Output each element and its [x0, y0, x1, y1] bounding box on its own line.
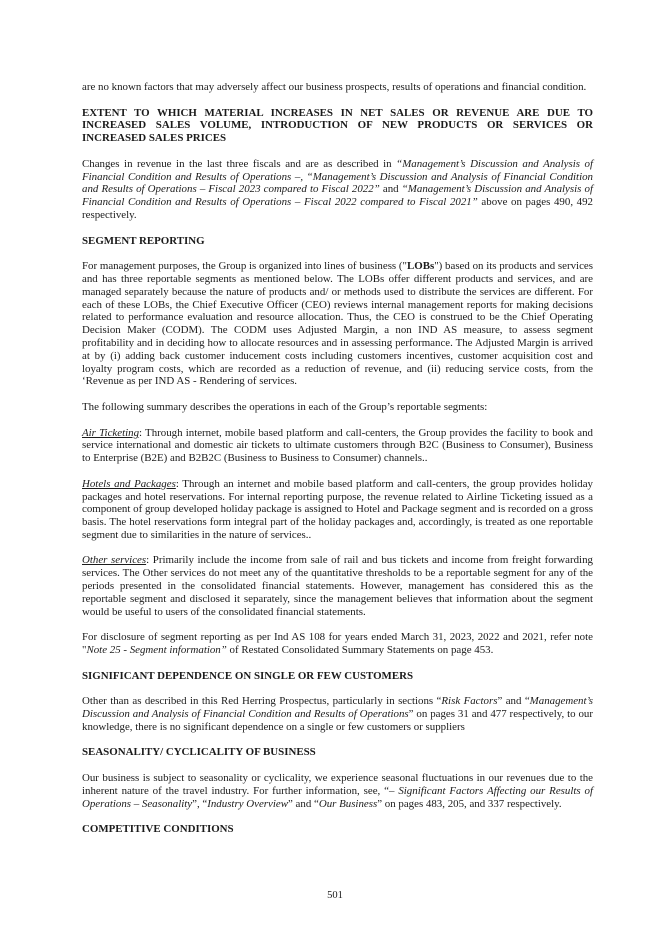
- text-segment: The following summary describes the operations in each of the Group’s reportable segments:: [82, 400, 488, 413]
- text-segment: For disclosure of segment reporting as per Ind AS 108 for years ended March 31, 2023, 2022 and 2021, refer note ": [82, 631, 593, 657]
- text-segment: Our Business: [318, 797, 378, 810]
- text-segment: : Primarily include the income from sale of rail and bus tickets and income from freight forwarding services. The Other services do not meet any of the quantitative thresholds to be a reportable segment for any of the periods presented in the consolidated financial statements. However, management has considered this as the reportable segment and disclosed it separately, since the management believes that information about the segment would be useful to users of the consolidated financial statements.: [82, 554, 593, 618]
- paragraph-segment-overview: [82, 260, 593, 388]
- text-segment: ” on pages 483, 205, and 337 respectively.: [377, 797, 562, 810]
- paragraph-hotels-and-packages: [82, 478, 593, 542]
- text-segment: above on pages 490, 492 respectively.: [82, 196, 593, 221]
- text-segment: ” on pages 31 and 477 respectively, to our knowledge, there is no significant dependence on a single or few customers or suppliers: [82, 708, 593, 733]
- text-segment: Other services: [82, 554, 147, 567]
- page-number: 501: [327, 890, 343, 901]
- text-segment: “Management’s Discussion and Analysis of Financial Condition and Results of Operations –, “Management’s Discussion and Analysis of Financial Condition and Results of Operations – Fiscal 2023 compared to Fiscal 2022”: [82, 157, 593, 196]
- document-body: [82, 81, 593, 849]
- paragraph-summary-intro: [82, 401, 593, 414]
- text-segment: Industry Overview: [207, 797, 288, 810]
- text-segment: and: [379, 183, 402, 196]
- text-segment: of Restated Consolidated Summary Statements on page 453.: [226, 644, 494, 657]
- text-segment: ” and “: [287, 797, 319, 810]
- text-segment: ”, “: [192, 797, 208, 810]
- paragraph-seasonality: [82, 772, 593, 810]
- text-segment: ” and “: [497, 695, 530, 708]
- text-segment: Air Ticketing: [82, 426, 140, 439]
- text-segment: Significant Factors Affecting our Results of Operations – Seasonality: [82, 784, 594, 810]
- heading-segment-reporting: SEGMENT REPORTING: [82, 234, 205, 247]
- paragraph-other-services: [82, 554, 593, 618]
- text-segment: LOBs: [406, 260, 435, 273]
- text-segment: Hotels and Packages: [82, 477, 176, 490]
- paragraph-carryover: [82, 81, 593, 94]
- paragraph-segment-disclosure: [82, 631, 593, 657]
- paragraph-dependence: [82, 695, 593, 733]
- text-segment: Management’s Discussion and Analysis of Financial Condition and Results of Operations: [82, 695, 593, 721]
- text-segment: are no known factors that may adversely affect our business prospects, results of operations and financial condition.: [82, 81, 587, 93]
- text-segment: : Through internet, mobile based platform and call-centers, the Group provides the facility to book and service international and domestic air tickets to ultimate customers through B2C (Business to Consumer), Business to Enterprise (B2E) and B2B2C (Business to Business to Consumer) channels..: [82, 426, 593, 465]
- text-segment: : Through an internet and mobile based platform and call-centers, the group provides holiday packages and hotel reservations. For internal reporting purpose, the revenue related to Airline Ticketing issued as a component of group developed holiday package is assigned to Hotel and Package segment and is recorded on a gross basis. The hotel reservations form integral part of the holiday packages and, accordingly, is treated as one reportable segment due to similarities in the nature of services..: [82, 477, 593, 541]
- text-segment: Our business is subject to seasonality or cyclicality, we experience seasonal fluctuations in our revenues due to the inherent nature of the travel industry. For further information, see, “–: [82, 772, 593, 797]
- text-segment: Changes in revenue in the last three fiscals and are as described in: [82, 157, 397, 170]
- paragraph-changes-in-revenue: [82, 158, 593, 222]
- text-segment: “Management’s Discussion and Analysis of Financial Condition and Results of Operations – Fiscal 2022 compared to Fiscal 2021”: [82, 183, 593, 209]
- heading-seasonality: SEASONALITY/ CYCLICALITY OF BUSINESS: [82, 746, 316, 759]
- text-segment: Risk Factors: [441, 695, 498, 708]
- text-segment: Note 25 - Segment information”: [86, 644, 227, 657]
- text-segment: Other than as described in this Red Herring Prospectus, particularly in sections “: [82, 695, 442, 708]
- text-segment: For management purposes, the Group is organized into lines of business (": [82, 260, 407, 273]
- paragraph-air-ticketing: [82, 427, 593, 465]
- heading-significant-dependence: SIGNIFICANT DEPENDENCE ON SINGLE OR FEW CUSTOMERS: [82, 669, 414, 682]
- heading-competitive-conditions: COMPETITIVE CONDITIONS: [82, 823, 234, 836]
- heading-extent-material-increases: EXTENT TO WHICH MATERIAL INCREASES IN NET SALES OR REVENUE ARE DUE TO INCREASED SALES VOLUME, INTRODUCTION OF NEW PRODUCTS OR SERVICES OR INCREASED SALES PRICES: [82, 106, 593, 145]
- text-segment: ") based on its products and services and has three reportable segments as mentioned below. The LOBs offer different products and services, and are managed separately because the nature of products and/ or methods used to distribute the services are different. For each of these LOBs, the Chief Executive Officer (CEO) reviews internal management reports for making decisions related to performance evaluation and resource allocation. Thus, the CEO is construed to be the Chief Operating Decision Maker (CODM). The CODM uses Adjusted Margin, a non IND AS measure, to assess segment profitability and in deciding how to allocate resources and in assessing performance. The Adjusted Margin is arrived at by (i) adding back customer inducement costs including customers incentives, customer acquisition cost and loyalty program costs, which are recorded as a reduction of revenue, and (ii) reducing service costs, from the ‘Revenue as per IND AS - Rendering of services.: [82, 260, 593, 388]
